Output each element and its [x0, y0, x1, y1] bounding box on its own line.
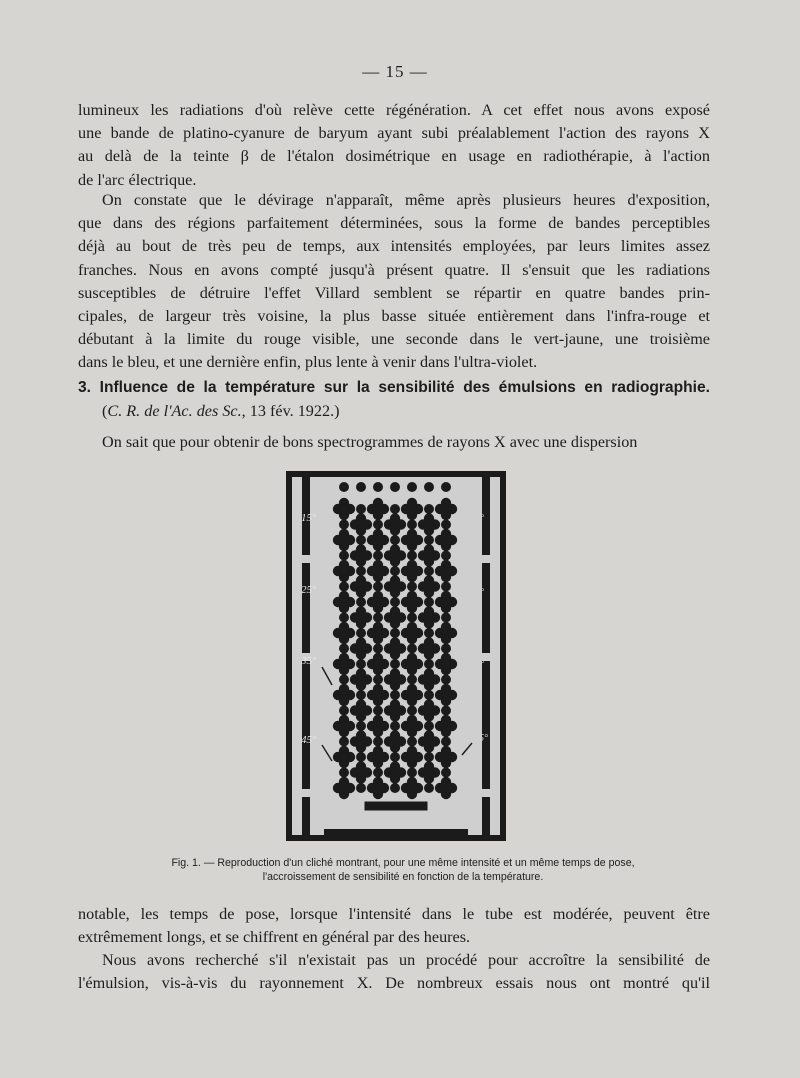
section-heading: 3. Influence de la température sur la sensibilité des émulsions en radiographie.	[78, 379, 710, 396]
round-hole	[424, 659, 434, 669]
round-hole	[407, 737, 417, 747]
label-35: 35°	[301, 655, 317, 667]
text-line: notable, les temps de pose, lorsque l'intensité dans le tube est modérée, peuvent être	[78, 905, 710, 923]
round-hole	[339, 551, 349, 561]
label-15: 15°	[301, 512, 317, 524]
label-45: 45°	[301, 734, 317, 746]
round-hole	[441, 582, 451, 592]
figure-caption	[110, 856, 696, 884]
round-hole	[373, 482, 383, 492]
round-hole	[441, 768, 451, 778]
round-hole	[373, 737, 383, 747]
round-hole	[424, 752, 434, 762]
section-intro	[78, 431, 710, 454]
round-hole	[390, 783, 400, 793]
round-hole	[441, 613, 451, 623]
round-hole	[339, 482, 349, 492]
round-hole	[441, 675, 451, 685]
label-65: 65°	[470, 659, 484, 670]
caption-line: Fig. 1. — Reproduction d'un cliché montrant, pour une même intensité et un même temps de pose,	[171, 857, 635, 869]
paragraph-4	[78, 949, 710, 995]
round-hole	[441, 551, 451, 561]
text-line: extrêmement longs, et se chiffrent en général par des heures.	[78, 928, 471, 947]
round-hole	[373, 644, 383, 654]
round-hole	[390, 752, 400, 762]
round-hole	[356, 482, 366, 492]
text-line: débutant à la limite du rouge visible, une seconde dans le vert-jaune, une troisième	[78, 330, 710, 349]
round-hole	[356, 690, 366, 700]
round-hole	[424, 535, 434, 545]
round-hole	[356, 721, 366, 731]
label-85: 85°	[470, 513, 484, 524]
round-hole	[339, 613, 349, 623]
round-hole	[339, 644, 349, 654]
round-hole	[373, 582, 383, 592]
round-hole	[339, 706, 349, 716]
citation-open: (	[102, 402, 108, 420]
round-hole	[356, 628, 366, 638]
label-75: 75°	[470, 587, 484, 598]
round-hole	[424, 690, 434, 700]
round-hole	[339, 520, 349, 530]
text-line: que dans des régions parfaitement déterminées, sous la forme de bandes perceptibles	[78, 214, 710, 233]
text-line: lumineux les radiations d'où relève cette régénération. A cet effet nous avons exposé	[78, 101, 710, 119]
round-hole	[424, 482, 434, 492]
round-hole	[407, 582, 417, 592]
round-hole	[356, 783, 366, 793]
round-hole	[356, 566, 366, 576]
text-line: franches. Nous en avons compté jusqu'à présent quatre. Il s'ensuit que les radiations	[78, 260, 710, 279]
round-hole	[390, 690, 400, 700]
round-hole	[390, 721, 400, 731]
round-hole	[407, 706, 417, 716]
text-line: susceptibles de détruire l'effet Villard semblent se répartir en quatre bandes prin-	[78, 283, 710, 302]
round-hole	[356, 504, 366, 514]
round-hole	[407, 613, 417, 623]
round-hole	[424, 504, 434, 514]
round-hole	[373, 551, 383, 561]
round-hole	[407, 482, 417, 492]
round-hole	[339, 737, 349, 747]
round-hole	[339, 675, 349, 685]
round-hole	[441, 706, 451, 716]
caption-line: l'accroissement de sensibilité en fonction de la température.	[262, 871, 544, 883]
text-line: Nous avons recherché s'il n'existait pas un procédé pour accroître la sensibilité de	[102, 951, 710, 969]
round-hole	[390, 566, 400, 576]
round-hole	[390, 535, 400, 545]
round-hole	[441, 737, 451, 747]
round-hole	[356, 597, 366, 607]
text-line: On sait que pour obtenir de bons spectrogrammes de rayons X avec une dispersion	[102, 433, 638, 451]
round-hole	[441, 644, 451, 654]
round-hole	[390, 597, 400, 607]
radiograph-image	[286, 471, 506, 841]
text-line: dans le bleu, et une dernière enfin, plus lente à venir dans l'ultra-violet.	[78, 353, 538, 372]
text-line: l'émulsion, vis-à-vis du rayonnement X. De nombreux essais nous ont montré qu'il	[78, 974, 710, 993]
round-hole	[424, 721, 434, 731]
round-hole	[390, 659, 400, 669]
round-hole	[390, 482, 400, 492]
round-hole	[373, 520, 383, 530]
round-hole	[424, 783, 434, 793]
text-line: de l'arc électrique.	[78, 170, 197, 189]
text-line: déjà au bout de très peu de temps, aux intensités employées, par leurs limites assez	[78, 237, 710, 256]
round-hole	[407, 520, 417, 530]
figure-radiograph	[286, 471, 506, 841]
paragraph-3	[78, 903, 710, 949]
bottom-slot	[364, 801, 428, 811]
citation-date: , 13 fév. 1922.)	[241, 402, 340, 420]
round-hole	[424, 628, 434, 638]
text-line: cipales, de largeur très voisine, la plus basse située entièrement dans l'infra-rouge et	[78, 307, 710, 326]
round-hole	[407, 768, 417, 778]
round-hole	[373, 675, 383, 685]
round-hole	[407, 551, 417, 561]
round-hole	[373, 613, 383, 623]
round-hole	[356, 752, 366, 762]
citation	[102, 400, 340, 422]
round-hole	[339, 582, 349, 592]
round-hole	[407, 644, 417, 654]
round-hole	[390, 504, 400, 514]
round-hole	[441, 520, 451, 530]
page-number: — 15 —	[362, 62, 428, 81]
paragraph-1	[78, 99, 710, 192]
citation-journal: C. R. de l'Ac. des Sc.	[107, 402, 242, 420]
text-line: une bande de platino-cyanure de baryum ayant subi préalablement l'action des rayons X	[78, 124, 710, 143]
round-hole	[424, 566, 434, 576]
round-hole	[407, 675, 417, 685]
label-55: 55°	[474, 733, 488, 744]
text-line: au delà de la teinte β de l'étalon dosimétrique en usage en radiothérapie, à l'action	[78, 147, 710, 166]
text-line: On constate que le dévirage n'apparaît, même après plusieurs heures d'exposition,	[102, 191, 710, 209]
round-hole	[339, 768, 349, 778]
round-hole	[356, 535, 366, 545]
round-hole	[424, 597, 434, 607]
paragraph-2	[78, 189, 710, 375]
round-hole	[390, 628, 400, 638]
round-hole	[373, 706, 383, 716]
round-hole	[441, 482, 451, 492]
round-hole	[356, 659, 366, 669]
label-25: 25°	[301, 584, 317, 596]
round-hole	[373, 768, 383, 778]
